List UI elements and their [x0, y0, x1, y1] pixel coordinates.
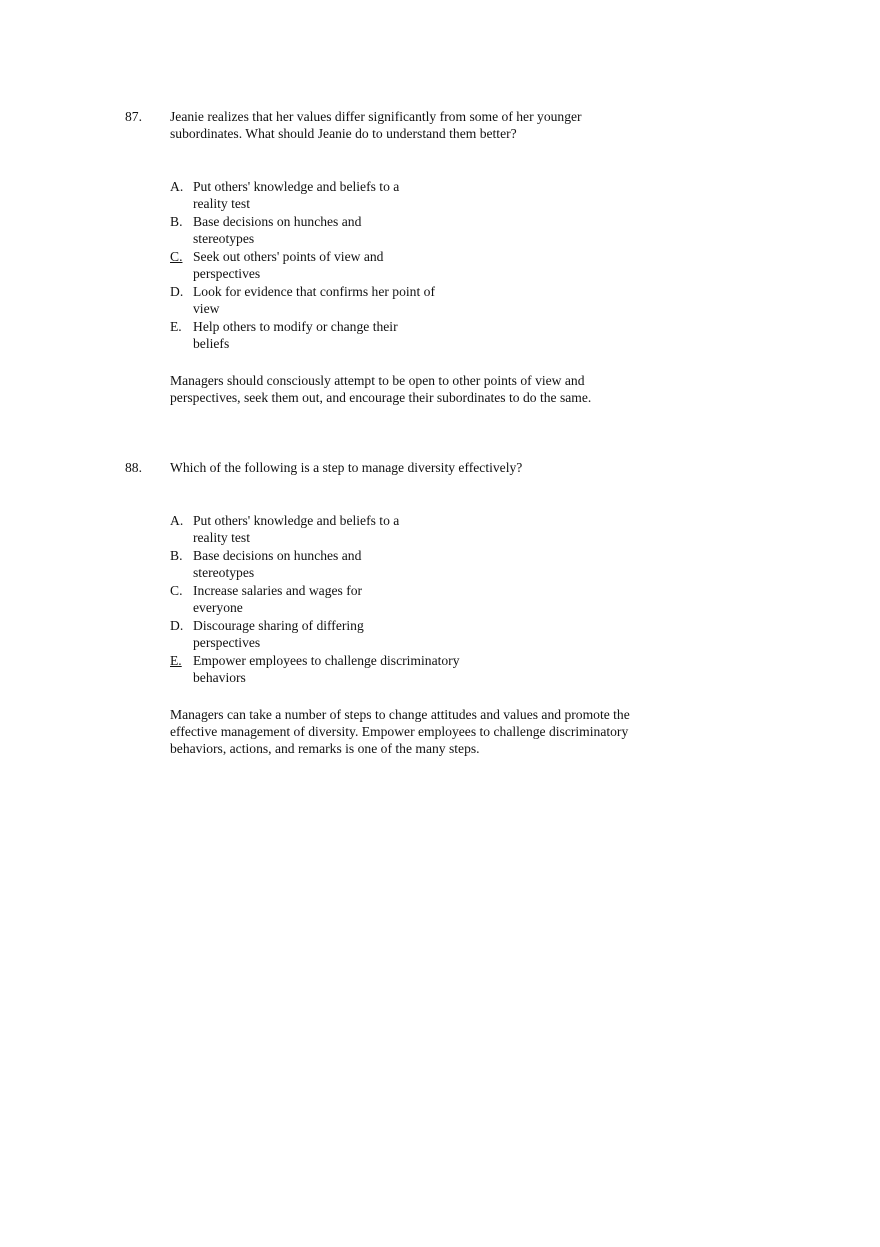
option-letter: E.	[170, 319, 182, 334]
answer-options	[170, 512, 460, 686]
option-text: Empower employees to challenge discriminatory behaviors	[193, 653, 460, 685]
question-stem	[125, 108, 610, 142]
option-letter: C.	[170, 583, 183, 598]
option-letter: D.	[170, 618, 184, 633]
option-text: Base decisions on hunches and stereotypes	[193, 214, 362, 246]
option-text: Look for evidence that confirms her point of view	[193, 284, 435, 316]
question-stem	[125, 459, 640, 476]
option-text: Discourage sharing of differing perspectives	[193, 618, 364, 650]
option-e	[170, 318, 415, 352]
question-87	[125, 108, 685, 406]
option-text: Seek out others' points of view and perspectives	[193, 249, 384, 281]
answer-options	[170, 178, 435, 352]
option-text: Increase salaries and wages for everyone	[193, 583, 363, 615]
option-text: Base decisions on hunches and stereotypes	[193, 548, 362, 580]
option-d	[170, 617, 378, 651]
question-text: Which of the following is a step to manage diversity effectively?	[170, 460, 523, 475]
option-letter: D.	[170, 284, 184, 299]
option-b	[170, 213, 373, 247]
option-e	[170, 652, 498, 686]
option-text: Put others' knowledge and beliefs to a reality test	[193, 513, 400, 545]
correct-option-letter: E.	[170, 653, 182, 668]
option-d	[170, 283, 458, 317]
option-letter: A.	[170, 513, 184, 528]
option-c	[170, 582, 373, 616]
answer-explanation: Managers can take a number of steps to change attitudes and values and promote the effective management of diversity. Empower employees to challenge discriminatory behaviors, actions, and remarks is one of the many steps.	[170, 707, 630, 756]
option-a	[170, 512, 415, 546]
option-letter: B.	[170, 214, 183, 229]
option-b	[170, 547, 373, 581]
correct-option-letter: C.	[170, 249, 183, 264]
option-text: Put others' knowledge and beliefs to a reality test	[193, 179, 400, 211]
option-text: Help others to modify or change their beliefs	[193, 319, 398, 351]
option-c	[170, 248, 415, 282]
option-letter: B.	[170, 548, 183, 563]
question-88	[125, 459, 685, 757]
answer-explanation: Managers should consciously attempt to be open to other points of view and perspectives, seek them out, and encourage their subordinates to do the same.	[170, 373, 592, 405]
question-number: 87.	[125, 109, 142, 124]
option-letter: A.	[170, 179, 184, 194]
question-text: Jeanie realizes that her values differ significantly from some of her younger subordinates. What should Jeanie do to understand them better?	[170, 109, 582, 141]
option-a	[170, 178, 415, 212]
question-number: 88.	[125, 460, 142, 475]
